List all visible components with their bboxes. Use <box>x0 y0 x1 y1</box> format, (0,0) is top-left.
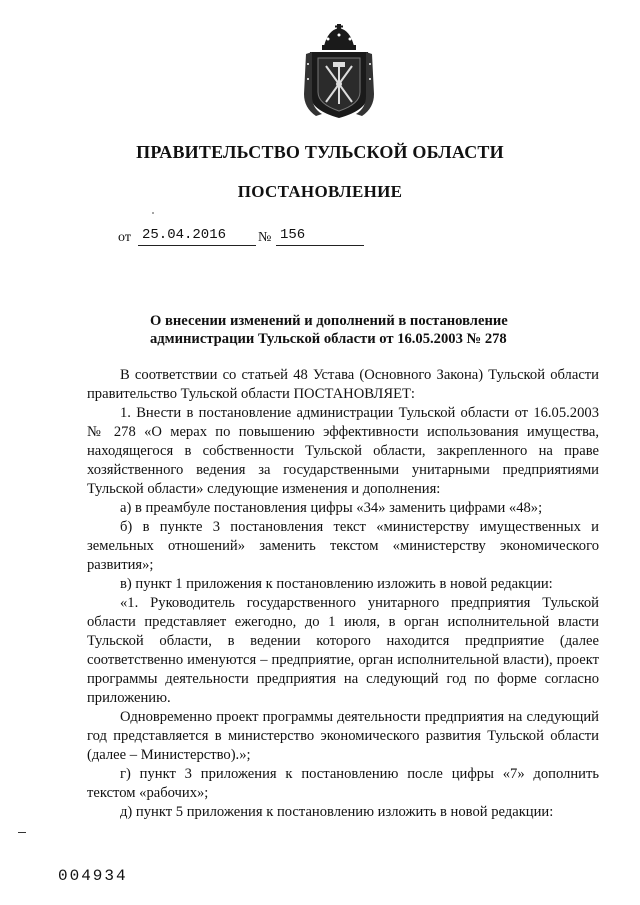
serial-number: 004934 <box>58 867 128 885</box>
scan-dot <box>152 212 154 214</box>
subject-line-2: администрации Тульской области от 16.05.2003 № 278 <box>150 331 507 347</box>
body-paragraph: д) пункт 5 приложения к постановлению изложить в новой редакции: <box>120 804 554 820</box>
number-label: № <box>258 230 272 245</box>
body-paragraph: б) в пункте 3 постановления текст «министерству имущественных и земельных отношений» заменить текстом «министерству экономического развития»; <box>87 519 599 573</box>
body-paragraph: г) пункт 3 приложения к постановлению после цифры «7» дополнить текстом «рабочих»; <box>87 766 599 801</box>
body-paragraph: в) пункт 1 приложения к постановлению изложить в новой редакции: <box>120 576 553 592</box>
margin-mark <box>18 832 26 833</box>
body-paragraph: а) в преамбуле постановления цифры «34» заменить цифрами «48»; <box>120 500 543 516</box>
document-body <box>87 366 599 822</box>
tula-coat-of-arms-icon <box>302 24 376 120</box>
government-title: ПРАВИТЕЛЬСТВО ТУЛЬСКОЙ ОБЛАСТИ <box>136 142 504 162</box>
body-paragraph: Одновременно проект программы деятельности предприятия на следующий год представляется в министерство экономического развития Тульской области (далее – Министерство).»; <box>87 709 599 763</box>
number-value: 156 <box>276 227 364 246</box>
body-paragraph: «1. Руководитель государственного унитарного предприятия Тульской области представляет ежегодно, до 1 июля, в орган исполнительной власти Тульской области, в ведении которого находится предприятие (далее соответственно именуются – предприятие, орган исполнительной власти), проект программы деятельности предприятия на следующий год по форме согласно приложению. <box>87 595 599 706</box>
body-paragraph: 1. Внести в постановление администрации Тульской области от 16.05.2003 № 278 «О мерах по повышению эффективности использования имущества, находящегося в собственности Тульской области, закрепленного на праве хозяйственного ведения за государственными унитарными предприятиями Тульской области» следующие изменения и дополнения: <box>87 405 599 497</box>
subject-line-1: О внесении изменений и дополнений в постановление <box>150 313 508 329</box>
date-label: от <box>118 230 131 245</box>
document-subject <box>150 312 530 348</box>
body-paragraph: В соответствии со статьей 48 Устава (Основного Закона) Тульской области правительство Тульской области ПОСТАНОВЛЯЕТ: <box>87 367 599 402</box>
date-value: 25.04.2016 <box>138 227 256 246</box>
document-type: ПОСТАНОВЛЕНИЕ <box>237 182 403 201</box>
